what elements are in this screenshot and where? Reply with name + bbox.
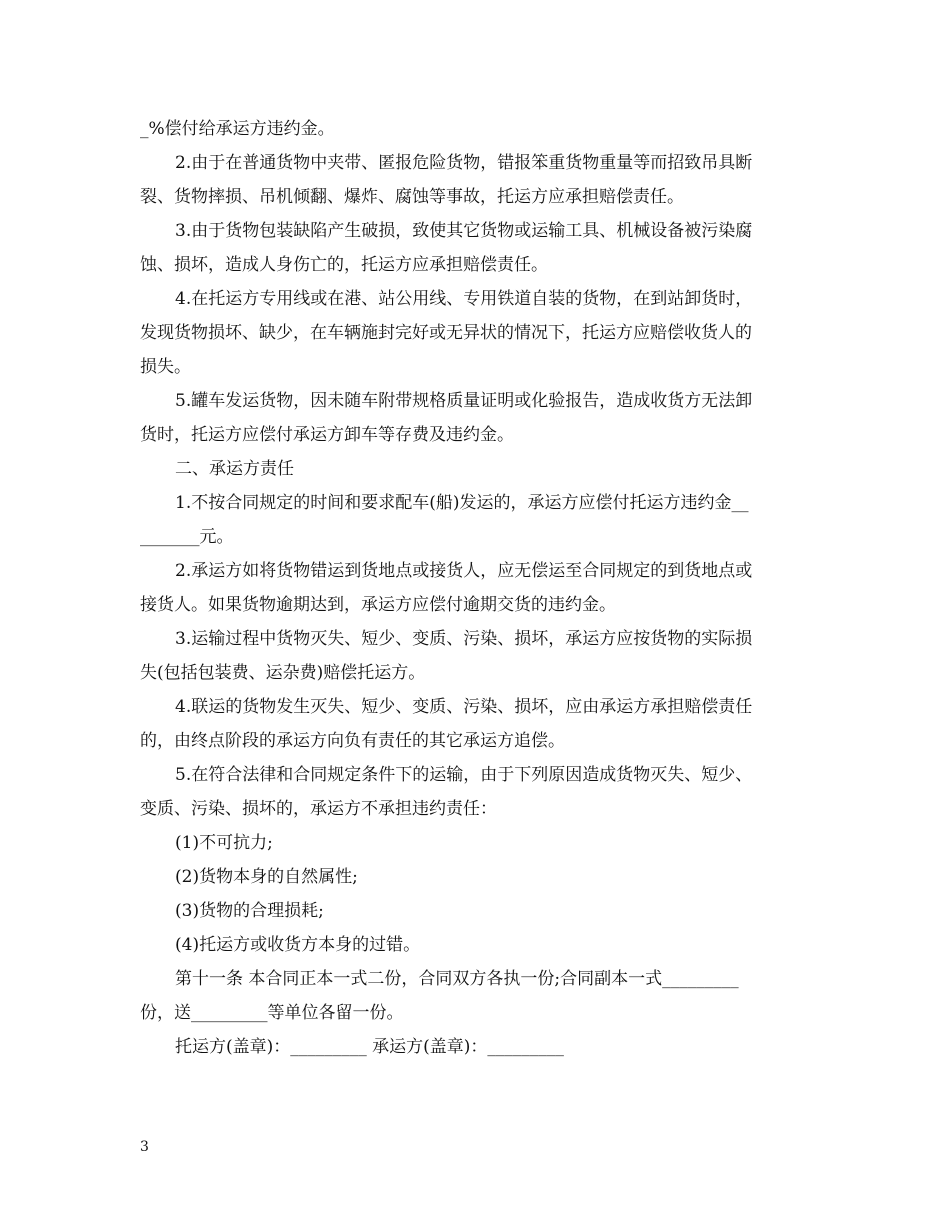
page-number: 3 xyxy=(140,1139,149,1155)
text-line: _%偿付给承运方违约金。 xyxy=(140,119,335,139)
text-line: 损失。 xyxy=(140,357,191,377)
text-line: 3.由于货物包装缺陷产生破损，致使其它货物或运输工具、机械设备被污染腐 xyxy=(175,221,753,241)
text-line: 货时，托运方应偿付承运方卸车等存费及违约金。 xyxy=(140,425,514,445)
section-heading: 二、承运方责任 xyxy=(175,459,294,479)
signature-line: 托运方(盖章)：_________ 承运方(盖章)：_________ xyxy=(175,1037,564,1057)
list-item: (4)托运方或收货方本身的过错。 xyxy=(175,935,421,955)
text-line: 变质、污染、损坏的，承运方不承担违约责任： xyxy=(140,799,497,819)
text-line: 裂、货物摔损、吊机倾翻、爆炸、腐蚀等事故，托运方应承担赔偿责任。 xyxy=(140,187,684,207)
text-line: 蚀、损坏，造成人身伤亡的，托运方应承担赔偿责任。 xyxy=(140,255,548,275)
text-line: 失(包括包装费、运杂费)赔偿托运方。 xyxy=(140,663,426,683)
list-item: (3)货物的合理损耗; xyxy=(175,901,324,921)
list-item: (2)货物本身的自然属性; xyxy=(175,867,358,887)
document-body xyxy=(140,112,816,1064)
text-line: 2.承运方如将货物错运到货地点或接货人，应无偿运至合同规定的到货地点或 xyxy=(175,561,753,581)
text-line: 3.运输过程中货物灭失、短少、变质、污染、损坏，承运方应按货物的实际损 xyxy=(175,629,753,649)
text-line: 5.在符合法律和合同规定条件下的运输，由于下列原因造成货物灭失、短少、 xyxy=(175,765,753,785)
list-item: (1)不可抗力; xyxy=(175,833,273,853)
text-line: 接货人。如果货物逾期达到，承运方应偿付逾期交货的违约金。 xyxy=(140,595,616,615)
text-line: 4.联运的货物发生灭失、短少、变质、污染、损坏，应由承运方承担赔偿责任 xyxy=(175,697,753,717)
article-line: 第十一条 本合同正本一式二份，合同双方各执一份;合同副本一式_________ xyxy=(175,969,739,989)
text-line: 的，由终点阶段的承运方向负有责任的其它承运方追偿。 xyxy=(140,731,565,751)
text-line: 4.在托运方专用线或在港、站公用线、专用铁道自装的货物，在到站卸货时， xyxy=(175,289,753,309)
text-line: 5.罐车发运货物，因未随车附带规格质量证明或化验报告，造成收货方无法卸 xyxy=(175,391,753,411)
text-line: 发现货物损坏、缺少，在车辆施封完好或无异状的情况下，托运方应赔偿收货人的 xyxy=(140,323,752,343)
text-line: _______元。 xyxy=(140,527,234,547)
text-line: 1.不按合同规定的时间和要求配车(船)发运的，承运方应偿付托运方违约金__ xyxy=(175,493,749,513)
text-line: 份，送_________等单位各留一份。 xyxy=(140,1003,404,1023)
text-line: 2.由于在普通货物中夹带、匿报危险货物，错报笨重货物重量等而招致吊具断 xyxy=(175,153,753,173)
